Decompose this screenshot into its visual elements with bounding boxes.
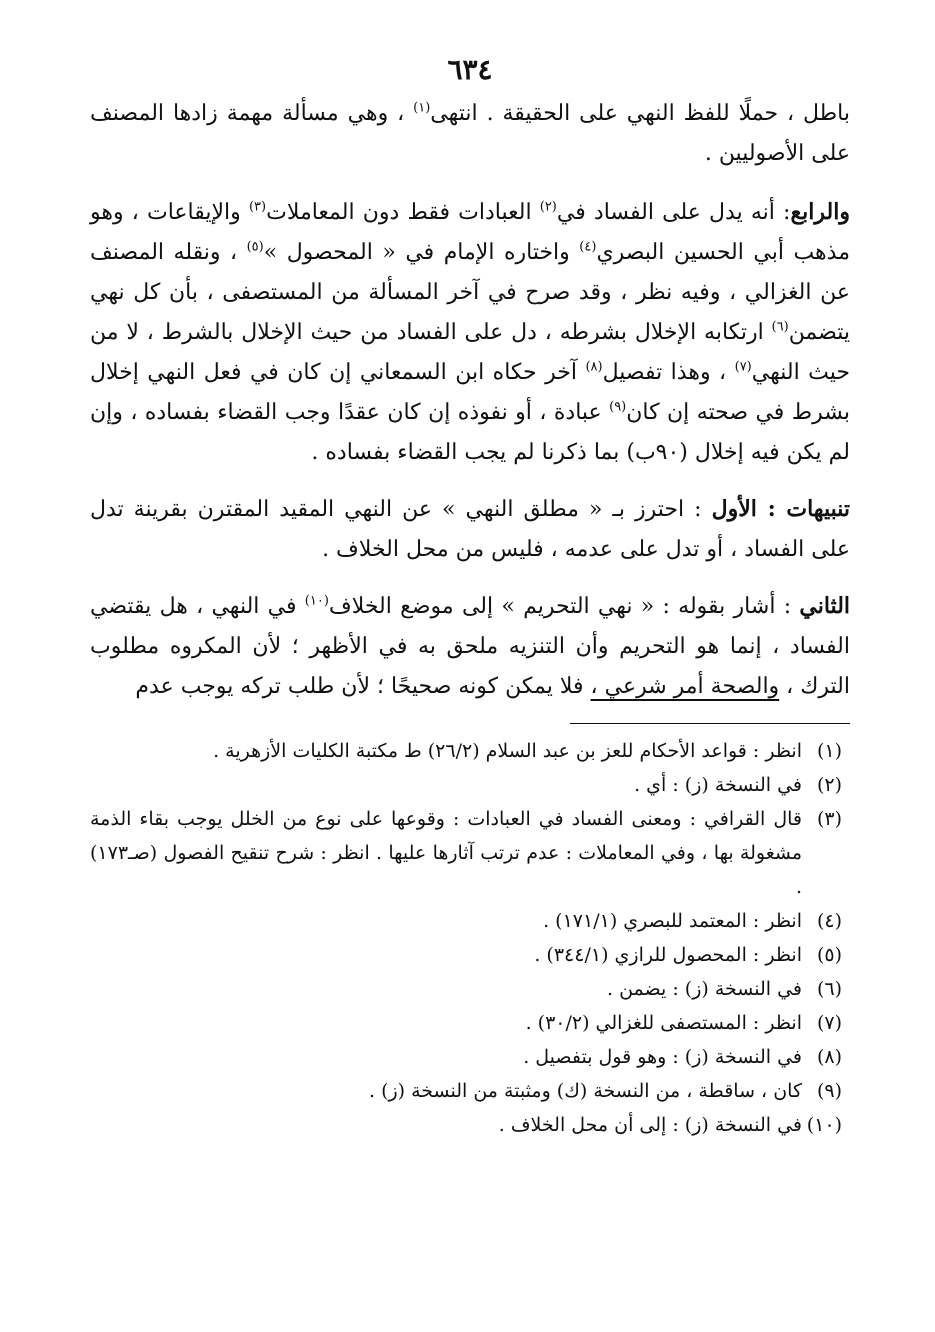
document-page	[90, 52, 850, 1142]
footnote-number: (١)	[816, 740, 842, 762]
footnote-number: (١٠)	[806, 1114, 842, 1136]
footnote-number: (٢)	[816, 774, 842, 796]
footnote-text: انظر : المعتمد للبصري (١٧١/١) .	[543, 910, 802, 932]
paragraph-text: : احترز بـ « مطلق النهي » عن النهي المقيد المقترن بقرينة تدل على الفساد ، أو تدل على عدمه ، فليس من محل الخلاف .	[90, 497, 850, 562]
paragraph-lead: الثاني	[799, 593, 851, 619]
footnote-text: في النسخة (ز) : يضمن .	[607, 978, 802, 1000]
footnote-ref[interactable]: (٦)	[771, 319, 789, 335]
footnote-item	[90, 734, 842, 768]
paragraph-continuation	[90, 94, 850, 174]
footnote-number: (٨)	[816, 1046, 842, 1068]
footnote-item	[90, 1108, 842, 1142]
footnote-item	[90, 904, 842, 938]
footnote-item	[90, 802, 842, 904]
paragraph-text: والإيقاعات ، وهو مذهب أبي الحسين البصري	[90, 200, 850, 265]
footnote-number: (٩)	[816, 1080, 842, 1102]
footnote-item	[90, 1006, 842, 1040]
footnote-text: قال القرافي : ومعنى الفساد في العبادات : وقوعها على نوع من الخلل يوجب بقاء الذمة مشغولة بها ، وفي المعاملات : عدم ترتب آثارها عليها . انظر : شرح تنقيح الفصول (صـ١٧٣) .	[90, 808, 802, 898]
paragraph-text: ، وهذا تفصيل	[602, 360, 735, 385]
paragraph-text: فلا يمكن كونه صحيحًا ؛ لأن طلب تركه يوجب عدم	[135, 674, 591, 699]
footnote-ref[interactable]: (٤)	[579, 239, 597, 255]
footnote-text: في النسخة (ز) : إلى أن محل الخلاف .	[498, 1114, 802, 1136]
footnote-text: كان ، ساقطة ، من النسخة (ك) ومثبتة من النسخة (ز) .	[368, 1080, 802, 1102]
paragraph-text: العبادات فقط دون المعاملات	[266, 200, 540, 225]
footnote-ref[interactable]: (١)	[413, 100, 431, 116]
footnote-number: (٦)	[816, 978, 842, 1000]
footnote-separator	[570, 723, 850, 724]
paragraph-text: في النهي ، هل يقتضي الفساد ، إنما هو التحريم وأن التنزيه ملحق به في الأظهر ؛ لأن المكروه مطلوب الترك ،	[90, 594, 850, 699]
footnote-text: انظر : المستصفى للغزالي (٣٠/٢) .	[525, 1012, 802, 1034]
paragraph-text: عبادة ، أو نفوذه إن كان عقدًا وجب القضاء بفساده ، وإن لم يكن فيه إخلال (٩٠ب) بما ذكرنا لم يجب القضاء بفساده .	[90, 400, 850, 465]
paragraph-fourth-opinion	[90, 192, 850, 473]
footnote-item	[90, 1074, 842, 1108]
page-number: ٦٣٤	[447, 53, 493, 86]
paragraph-text: : أنه يدل على الفساد في	[556, 200, 791, 225]
footnote-text: انظر : المحصول للرازي (٣٤٤/١) .	[534, 944, 802, 966]
paragraph-text: : أشار بقوله : « نهي التحريم » إلى موضع الخلاف	[328, 594, 800, 619]
paragraph-lead: تنبيهات : الأول	[711, 496, 850, 522]
paragraph-text: ارتكابه الإخلال بشرطه ، دل على الفساد من حيث الإخلال بالشرط ، لا من حيث النهي	[90, 320, 850, 385]
footnotes-section	[90, 734, 850, 1142]
footnote-number: (٥)	[816, 944, 842, 966]
footnote-ref[interactable]: (٣)	[248, 199, 267, 215]
footnote-item	[90, 938, 842, 972]
footnote-text: انظر : قواعد الأحكام للعز بن عبد السلام (٢٦/٢) ط مكتبة الكليات الأزهرية .	[213, 740, 802, 762]
footnote-text: في النسخة (ز) : وهو قول بتفصيل .	[523, 1046, 802, 1068]
footnote-item	[90, 768, 842, 802]
footnote-ref[interactable]: (١٠)	[304, 593, 329, 609]
underlined-text: والصحة أمر شرعي ،	[590, 674, 780, 699]
paragraph-notice-second	[90, 586, 850, 707]
footnote-item	[90, 1040, 842, 1074]
paragraph-text: ، وهي مسألة مهمة زادها المصنف على الأصوليين .	[90, 101, 850, 166]
footnote-number: (٣)	[816, 808, 842, 830]
footnote-item	[90, 972, 842, 1006]
paragraph-text: آخر حكاه ابن السمعاني إن كان في فعل النهي إخلال بشرط في صحته إن كان	[90, 360, 850, 425]
footnote-text: في النسخة (ز) : أي .	[634, 774, 802, 796]
footnote-number: (٧)	[816, 1012, 842, 1034]
footnote-ref[interactable]: (٢)	[539, 199, 557, 215]
paragraph-text: ، ونقله المصنف عن الغزالي ، وفيه نظر ، وقد صرح في آخر المسألة من المستصفى ، بأن كل نهي يتضمن	[90, 240, 850, 345]
footnote-ref[interactable]: (٨)	[585, 359, 603, 375]
footnote-number: (٤)	[816, 910, 842, 932]
footnote-ref[interactable]: (٥)	[246, 239, 264, 255]
paragraph-notice-first	[90, 489, 850, 570]
main-text	[90, 94, 850, 707]
paragraph-lead: والرابع	[790, 199, 850, 225]
footnote-ref[interactable]: (٩)	[609, 399, 627, 415]
paragraph-text: واختاره الإمام في « المحصول »	[263, 240, 580, 265]
paragraph-text: باطل ، حملًا للفظ النهي على الحقيقة . انتهى	[430, 101, 850, 126]
footnote-ref[interactable]: (٧)	[734, 359, 752, 375]
